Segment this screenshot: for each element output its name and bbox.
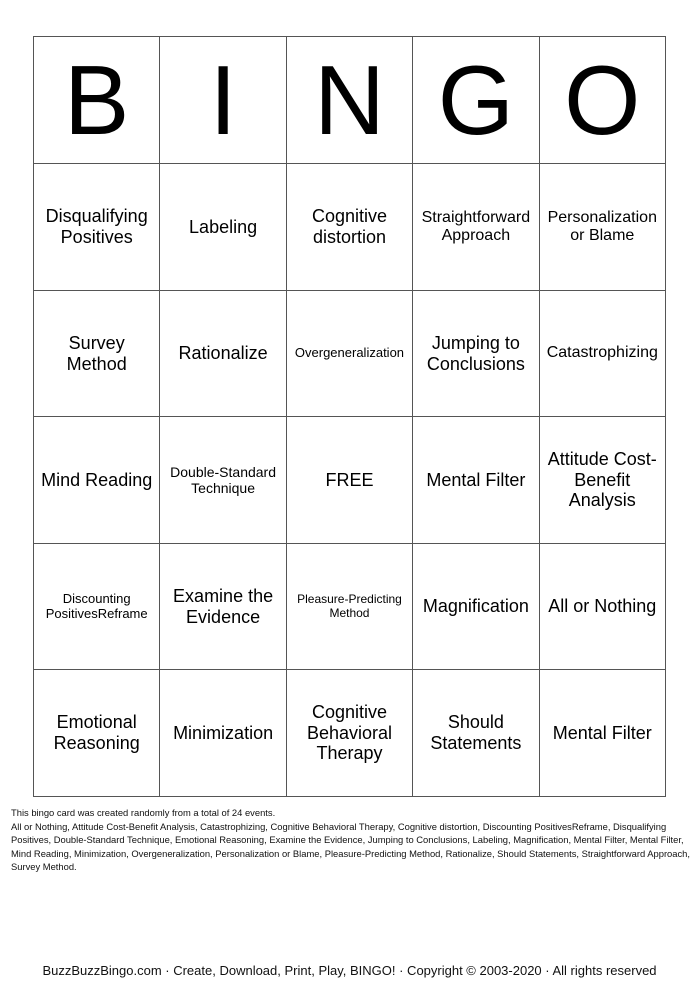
bingo-cell[interactable]: Emotional Reasoning: [34, 670, 160, 797]
bingo-cell[interactable]: Rationalize: [160, 291, 286, 417]
bingo-cell[interactable]: Disqualifying Positives: [34, 164, 160, 291]
header-letter-b: B: [34, 37, 160, 164]
bingo-cell[interactable]: All or Nothing: [539, 544, 665, 670]
bingo-cell[interactable]: Cognitive distortion: [286, 164, 412, 291]
bingo-header-row: [34, 37, 666, 164]
bingo-cell[interactable]: Survey Method: [34, 291, 160, 417]
bingo-cell[interactable]: Magnification: [413, 544, 539, 670]
bingo-row-3: [34, 417, 666, 544]
free-space-cell[interactable]: FREE: [286, 417, 412, 544]
bingo-row-5: [34, 670, 666, 797]
card-info: [11, 806, 691, 874]
bingo-cell[interactable]: Straightforward Approach: [413, 164, 539, 291]
bingo-cell[interactable]: Attitude Cost-Benefit Analysis: [539, 417, 665, 544]
bingo-cell[interactable]: Overgeneralization: [286, 291, 412, 417]
header-letter-n: N: [286, 37, 412, 164]
header-letter-i: I: [160, 37, 286, 164]
bingo-cell[interactable]: Discounting PositivesReframe: [34, 544, 160, 670]
bingo-cell[interactable]: Pleasure-Predicting Method: [286, 544, 412, 670]
bingo-card: [33, 36, 666, 797]
bingo-cell[interactable]: Double-Standard Technique: [160, 417, 286, 544]
card-info-events: All or Nothing, Attitude Cost-Benefit Analysis, Catastrophizing, Cognitive Behavioral Therapy, Cognitive distortion, Discounting PositivesReframe, Disqualifying Positives, Double-Standard Technique, Emotional Reasoning, Examine the Evidence, Jumping to Conclusions, Labeling, Magnification, Mental Filter, Mental Filter, Mind Reading, Minimization, Overgeneralization, Personalization or Blame, Pleasure-Predicting Method, Rationalize, Should Statements, Straightforward Approach, Survey Method.: [11, 820, 690, 872]
card-info-summary: This bingo card was created randomly from a total of 24 events.: [11, 807, 276, 818]
header-letter-g: G: [413, 37, 539, 164]
bingo-cell[interactable]: Minimization: [160, 670, 286, 797]
bingo-cell[interactable]: Cognitive Behavioral Therapy: [286, 670, 412, 797]
bingo-cell[interactable]: Catastrophizing: [539, 291, 665, 417]
page-footer: BuzzBuzzBingo.com · Create, Download, Print, Play, BINGO! · Copyright © 2003-2020 · All rights reserved: [42, 963, 657, 978]
bingo-cell[interactable]: Should Statements: [413, 670, 539, 797]
bingo-cell[interactable]: Mental Filter: [539, 670, 665, 797]
header-letter-o: O: [539, 37, 665, 164]
bingo-cell[interactable]: Personalization or Blame: [539, 164, 665, 291]
bingo-cell[interactable]: Mental Filter: [413, 417, 539, 544]
bingo-row-2: [34, 291, 666, 417]
bingo-row-4: [34, 544, 666, 670]
bingo-cell[interactable]: Mind Reading: [34, 417, 160, 544]
bingo-cell[interactable]: Examine the Evidence: [160, 544, 286, 670]
bingo-row-1: [34, 164, 666, 291]
bingo-cell[interactable]: Labeling: [160, 164, 286, 291]
bingo-cell[interactable]: Jumping to Conclusions: [413, 291, 539, 417]
